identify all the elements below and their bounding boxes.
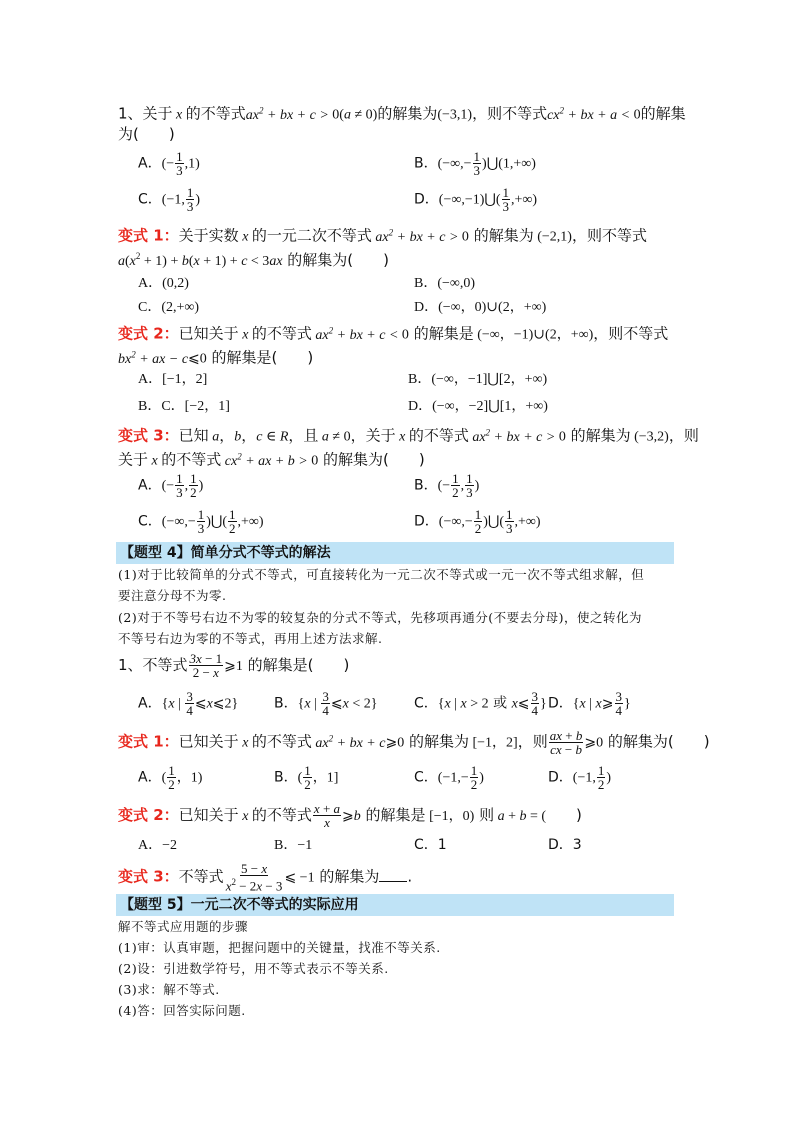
section5-header bbox=[116, 894, 674, 916]
q1-line2: 为( ) bbox=[118, 125, 175, 143]
answer-blank[interactable] bbox=[379, 867, 407, 882]
q1-option-b[interactable]: B．(−∞,− $\frac{1}{3}$ )⋃(1,+∞) bbox=[414, 149, 536, 178]
section5-intro: 解不等式应用题的步骤 bbox=[118, 919, 249, 934]
v1-option-a[interactable]: A．(0,2) bbox=[138, 276, 189, 291]
q4-line: 1、不等式 $\frac{3x - 1}{2 - x}$ ⩾1 的解集是( ) bbox=[118, 651, 350, 680]
v43-line: 变式 3：不等式 $\frac{5 - x}{x^2 - 2x - 3}$ ⩽ −1 的解集为 . bbox=[118, 861, 413, 894]
section4-p2b: 不等号右边为零的不等式，再用上述方法求解. bbox=[118, 631, 383, 646]
v3-option-a[interactable]: A．(− $\frac{1}{3}$ , $\frac{1}{2}$ ) bbox=[138, 471, 204, 500]
section5-step1: (1)审：认真审题，把握问题中的关键量，找准不等关系. bbox=[118, 940, 441, 955]
v2-line2: $bx^2$ + ax − c⩽0 的解集是( ) bbox=[118, 348, 314, 367]
v42-label: 变式 2： bbox=[118, 806, 179, 824]
section5-step3: (3)求：解不等式. bbox=[118, 982, 220, 997]
q1-option-d[interactable]: D．(−∞,−1)⋃( $\frac{1}{3}$ ,+∞) bbox=[414, 185, 538, 214]
v2-option-b[interactable]: B．(−∞，−1]⋃[2，+∞) bbox=[408, 372, 548, 387]
section4-p1a: (1)对于比较简单的分式不等式，可直接转化为一元二次不等式或一元一次不等式组求解，但 bbox=[118, 567, 645, 582]
v1-line2: $a(x^2 + 1) + b(x + 1) + c < 3ax$ 的解集为( ) bbox=[118, 251, 390, 269]
section4-p2a: (2)对于不等号右边不为零的较复杂的分式不等式，先移项再通分(不要去分母)，使之转化为 bbox=[118, 610, 642, 625]
section4-title: 【题型 4】简单分式不等式的解法 bbox=[120, 545, 331, 561]
q1-line1: 1、关于 x 的不等式$ax^2$ + bx + c > 0(a ≠ 0)的解集为(−3,1)，则不等式$cx^2$ + bx + a < 0的解集 bbox=[118, 104, 686, 123]
v41-option-a[interactable]: A．( $\frac{1}{2}$ ，1) bbox=[138, 763, 203, 792]
v41-option-d[interactable]: D．(−1, $\frac{1}{2}$ ) bbox=[548, 763, 612, 792]
section5-step2: (2)设：引进数学符号，用不等式表示不等关系. bbox=[118, 961, 389, 976]
v2-line1: 变式 2：已知关于 x 的不等式 $ax^2$ + bx + c < 0 的解集是 (−∞，−1)∪(2，+∞)，则不等式 bbox=[118, 324, 669, 343]
section4-header bbox=[116, 542, 674, 564]
section4-p1b: 要注意分母不为零. bbox=[118, 588, 227, 603]
v3-label: 变式 3： bbox=[118, 426, 179, 445]
q4-option-b[interactable]: B．{x | $\frac{3}{4}$ ⩽x < 2} bbox=[274, 689, 378, 718]
q1-option-c[interactable]: C．(−1, $\frac{1}{3}$ ) bbox=[138, 185, 201, 214]
v3-option-c[interactable]: C．(−∞,− $\frac{1}{3}$ )⋃( $\frac{1}{2}$ ,+∞) bbox=[138, 507, 264, 536]
v41-label: 变式 1： bbox=[118, 732, 179, 751]
v42-option-d[interactable]: D．3 bbox=[548, 837, 582, 853]
q1-option-a[interactable]: A．(− $\frac{1}{3}$ ,1) bbox=[138, 149, 200, 178]
v43-label: 变式 3： bbox=[118, 867, 179, 886]
v2-option-a[interactable]: A．[−1，2] bbox=[138, 372, 208, 387]
v1-label: 变式 1： bbox=[118, 226, 179, 245]
v42-option-b[interactable]: B．−1 bbox=[274, 838, 313, 853]
section5-step4: (4)答：回答实际问题. bbox=[118, 1003, 246, 1018]
v3-option-d[interactable]: D．(−∞,− $\frac{1}{2}$ )⋃( $\frac{1}{3}$ ,+∞) bbox=[414, 507, 541, 536]
v3-line2: 关于 x 的不等式 $cx^2$ + ax + b > 0 的解集为( ) bbox=[118, 450, 425, 469]
v1-option-c[interactable]: C．(2,+∞) bbox=[138, 300, 200, 315]
v41-option-c[interactable]: C．(−1,− $\frac{1}{2}$ ) bbox=[414, 763, 484, 792]
section5-title: 【题型 5】一元二次不等式的实际应用 bbox=[120, 897, 359, 913]
q4-option-c[interactable]: C．{x | x > 2 或 x⩽ $\frac{3}{4}$ } bbox=[414, 689, 547, 718]
v42-option-a[interactable]: A．−2 bbox=[138, 838, 178, 853]
v41-line: 变式 1：已知关于 x 的不等式 $ax^2$ + bx + c⩾0 的解集为 [−1，2]，则 $\frac{ax + b}{cx - b}$ ⩾0 的解集为( ) bbox=[118, 727, 710, 757]
v3-option-b[interactable]: B．(− $\frac{1}{2}$ , $\frac{1}{3}$ ) bbox=[414, 471, 480, 500]
v2-label: 变式 2： bbox=[118, 324, 179, 343]
v1-option-b[interactable]: B．(−∞,0) bbox=[414, 276, 476, 291]
q4-option-a[interactable]: A．{x | $\frac{3}{4}$ ⩽x⩽2} bbox=[138, 689, 239, 718]
v42-line: 变式 2：已知关于 x 的不等式 $\frac{x + a}{x}$ ⩾b 的解集是 [−1，0) 则 a + b = ( ) bbox=[118, 801, 582, 830]
q4-option-d[interactable]: D．{x | x⩾ $\frac{3}{4}$ } bbox=[548, 689, 631, 718]
v2-option-d[interactable]: D．(−∞，−2]⋃[1，+∞) bbox=[408, 399, 548, 414]
v2-option-c[interactable]: B．C．[−2，1] bbox=[138, 399, 230, 414]
v41-option-b[interactable]: B．( $\frac{1}{2}$ ，1] bbox=[274, 763, 339, 792]
v1-option-d[interactable]: D．(−∞，0)∪(2，+∞) bbox=[414, 300, 547, 315]
v42-option-c[interactable]: C．1 bbox=[414, 837, 447, 853]
v3-line1: 变式 3：已知 a，b，c ∈ R，且 a ≠ 0，关于 x 的不等式 $ax^2$ + bx + c > 0 的解集为 (−3,2)，则 bbox=[118, 426, 699, 445]
v1-line1: 变式 1：关于实数 x 的一元二次不等式 $ax^2$ + bx + c > 0 的解集为 (−2,1)，则不等式 bbox=[118, 226, 647, 245]
